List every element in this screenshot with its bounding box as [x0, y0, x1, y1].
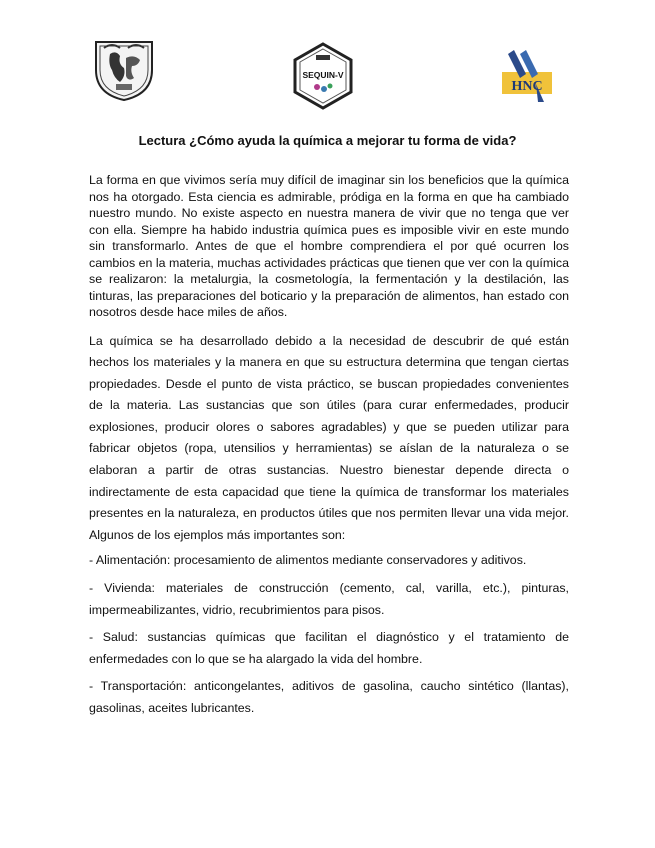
sequin-v-logo-icon [289, 42, 357, 110]
list-item-salud: - Salud: sustancias químicas que facilitan el diagnóstico y el tratamiento de enfermedades con lo que se ha alargado la vida del hombre. [89, 630, 569, 666]
hnc-logo-text: HNC [511, 79, 543, 94]
document-body [89, 172, 569, 720]
sequin-logo-text: SEQUIN-V [302, 70, 344, 80]
list-item-transportacion: - Transportación: anticongelantes, aditivos de gasolina, caucho sintético (llantas), gasolinas, aceites lubricantes. [89, 679, 569, 715]
page-title: Lectura ¿Cómo ayuda la química a mejorar tu forma de vida? [138, 133, 517, 148]
header-logos [0, 30, 655, 110]
unam-shield-icon [90, 36, 158, 104]
paragraph-development: La química se ha desarrollado debido a la necesidad de descubrir de qué están hechos los materiales y la manera en que su estructura determina que tengan ciertas propiedades. Desde el punto de vista práctico, se buscan propiedades convenientes de la materia. Las sustancias que son útiles (para curar enfermedades, producir explosiones, producir olores o sabores agradables) y que se pueden utilizar para fabricar objetos (ropa, utensilios y herramientas) se aíslan de la naturaleza o se elaboran a partir de otras sustancias. Nuestro bienestar depende directa o indirectamente de esta capacidad que tiene la química de transformar los materiales presentes en la naturaleza, en productos útiles que nos permiten llevar una vida mejor. Algunos de los ejemplos más importantes son: [89, 333, 569, 542]
hnc-logo-icon [496, 44, 558, 106]
list-item-alimentacion: - Alimentación: procesamiento de alimentos mediante conservadores y aditivos. [89, 553, 527, 568]
paragraph-intro: La forma en que vivimos sería muy difícil de imaginar sin los beneficios que la química nos ha otorgado. Esta ciencia es admirable, pródiga en la forma en que ha cambiado nuestro mundo. No existe aspecto en nuestra manera de vivir que no tenga que ver con ella. Siempre ha habido industria química pues es imposible vivir en este mundo sin transformarlo. Antes de que el hombre comprendiera el por qué ocurren los cambios en la materia, muchas actividades prácticas que tienen que ver con la química se realizaron: la metalurgia, la cosmetología, la fermentación y la destilación, las tinturas, las preparaciones del boticario y la preparación de alimentos, han estado con nosotros desde hace miles de años. [89, 173, 569, 319]
list-item-vivienda: - Vivienda: materiales de construcción (cemento, cal, varilla, etc.), pinturas, impermeabilizantes, vidrio, recubrimientos para pisos. [89, 581, 569, 617]
